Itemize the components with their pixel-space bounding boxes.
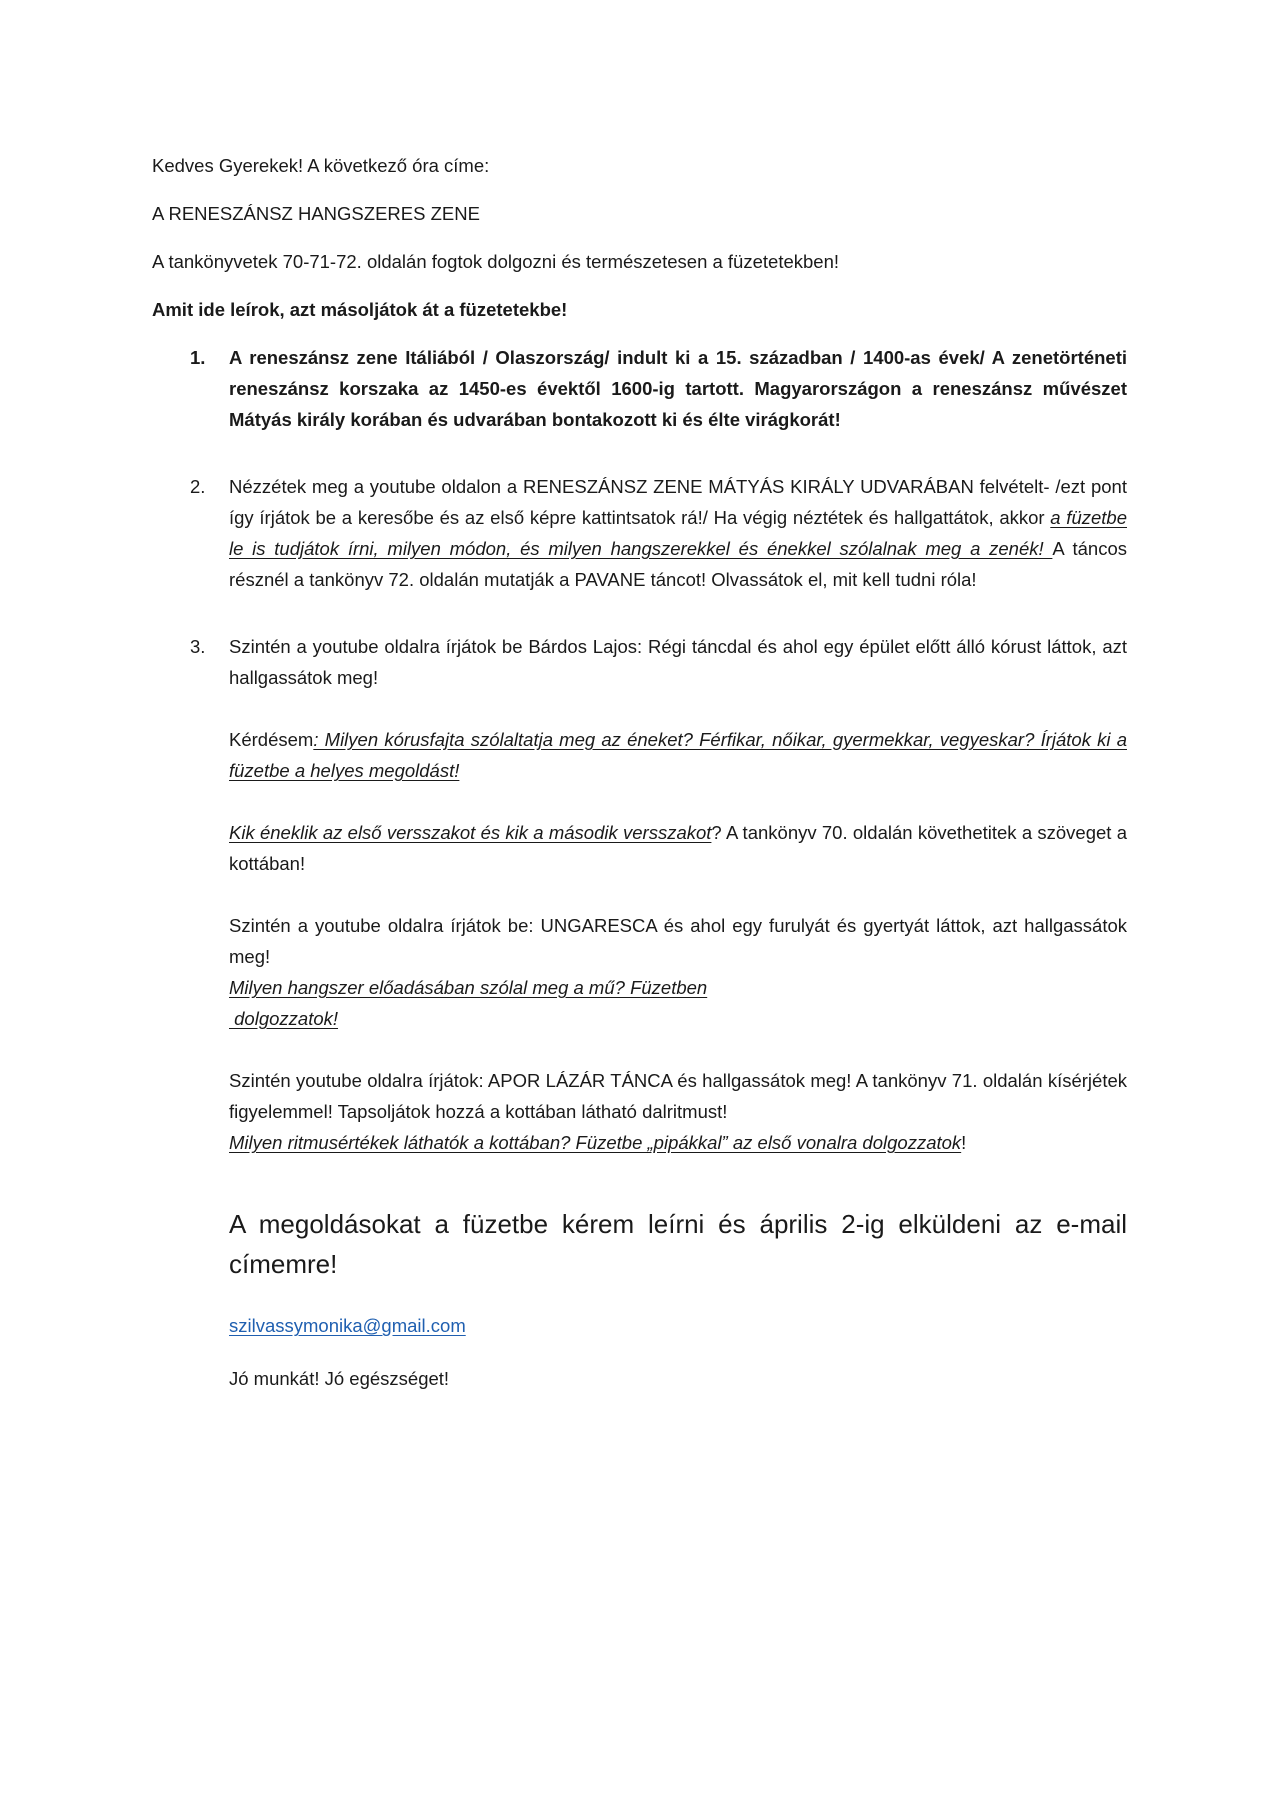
greeting: Kedves Gyerekek! A következő óra címe: bbox=[152, 155, 490, 176]
spacer bbox=[229, 879, 1127, 910]
verse-question-after: ? A tankönyv 70. oldalán követhetitek a szöveget a kottában! bbox=[229, 822, 1127, 874]
spacer bbox=[229, 693, 1127, 724]
list-number: 1. bbox=[190, 347, 206, 368]
youtube-task-pavane: A táncos résznél a tankönyv 72. oldalán mutatják a PAVANE táncot! Olvassátok el, mit kell tudni róla! bbox=[229, 538, 1127, 590]
closing-section bbox=[152, 1204, 1127, 1394]
lesson-title: A RENESZÁNSZ HANGSZERES ZENE bbox=[152, 203, 480, 224]
apor-question-text: Milyen ritmusértékek láthatók a kottában? Füzetbe „pipákkal” az első vonalra dolgozzatok bbox=[229, 1132, 962, 1153]
choir-question-text: : Milyen kórusfajta szólaltatja meg az éneket? Férfikar, nőikar, gyermekkar, vegyeskar? Írjátok ki a füzetbe a helyes megoldást! bbox=[229, 729, 1127, 781]
ungaresca-question-text: Milyen hangszer előadásában szólal meg a mű? Füzetben bbox=[229, 977, 708, 998]
list-item-3 bbox=[152, 631, 1127, 1158]
spacer bbox=[229, 1341, 1127, 1363]
closing-wishes: Jó munkát! Jó egészséget! bbox=[229, 1368, 450, 1389]
email-paragraph bbox=[229, 1310, 1127, 1341]
ungaresca-question-line-1 bbox=[229, 972, 1127, 1003]
apor-question-end: ! bbox=[961, 1132, 967, 1153]
copy-instruction: Amit ide leírok, azt másoljátok át a füzetetekbe! bbox=[152, 299, 568, 320]
renaissance-history-text: A reneszánsz zene Itáliából / Olaszország/ indult ki a 15. században / 1400-as évek/ A zenetörténeti reneszánsz korszaka az 1450-es évektől 1600-ig tartott. Magyarországon a reneszánsz művészet Mátyás király korában és udvarában bontakozott ki és élte virágkorát! bbox=[229, 347, 1127, 430]
verse-question-text: Kik éneklik az első versszakot és kik a második versszakot bbox=[229, 822, 712, 843]
spacer bbox=[152, 435, 1127, 471]
list-item-1 bbox=[152, 342, 1127, 435]
spacer bbox=[152, 1158, 1127, 1204]
verse-question bbox=[229, 817, 1127, 879]
ungaresca-task-text: Szintén a youtube oldalra írjátok be: UNGARESCA és ahol egy furulyát és gyertyát láttok, azt hallgassátok meg! bbox=[229, 915, 1127, 967]
list-item-2 bbox=[152, 471, 1127, 595]
task-list bbox=[152, 342, 1127, 1158]
spacer bbox=[229, 1284, 1127, 1310]
youtube-task-emphasis: a füzetbe le is tudjátok írni, milyen módon, és milyen hangszerekkel és énekkel szólalnak meg a zenék! bbox=[229, 507, 1127, 559]
email-link[interactable]: szilvassymonika@gmail.com bbox=[229, 1315, 466, 1336]
deadline-note: A megoldásokat a füzetbe kérem leírni és április 2-ig elküldeni az e-mail címemre! bbox=[229, 1209, 1127, 1279]
choir-question bbox=[229, 724, 1127, 786]
apor-question bbox=[229, 1127, 1127, 1158]
spacer bbox=[229, 786, 1127, 817]
question-label: Kérdésem bbox=[229, 729, 314, 750]
list-number: 3. bbox=[190, 636, 206, 657]
textbook-note: A tankönyvetek 70-71-72. oldalán fogtok dolgozni és természetesen a füzetetekben! bbox=[152, 251, 840, 272]
apor-task-text: Szintén youtube oldalra írjátok: APOR LÁZÁR TÁNCA és hallgassátok meg! A tankönyv 71. oldalán kísérjétek figyelemmel! Tapsoljátok hozzá a kottában látható dalritmust! bbox=[229, 1070, 1127, 1122]
ungaresca-question-text-cont: dolgozzatok! bbox=[229, 1008, 339, 1029]
document-page bbox=[152, 150, 1127, 1394]
ungaresca-question-line-2 bbox=[229, 1003, 1127, 1034]
bardos-task-text: Szintén a youtube oldalra írjátok be Bárdos Lajos: Régi táncdal és ahol egy épület előtt álló kórust láttok, azt hallgassátok meg! bbox=[229, 636, 1127, 688]
spacer bbox=[229, 1034, 1127, 1065]
youtube-task-intro: Nézzétek meg a youtube oldalon a RENESZÁNSZ ZENE MÁTYÁS KIRÁLY UDVARÁBAN felvételt- /ezt pont így írjátok be a keresőbe és az első képre kattintsatok rá!/ Ha végig néztétek és hallgattátok, akkor bbox=[229, 476, 1127, 528]
list-number: 2. bbox=[190, 476, 206, 497]
spacer bbox=[152, 595, 1127, 631]
youtube-task-text bbox=[229, 471, 1127, 595]
